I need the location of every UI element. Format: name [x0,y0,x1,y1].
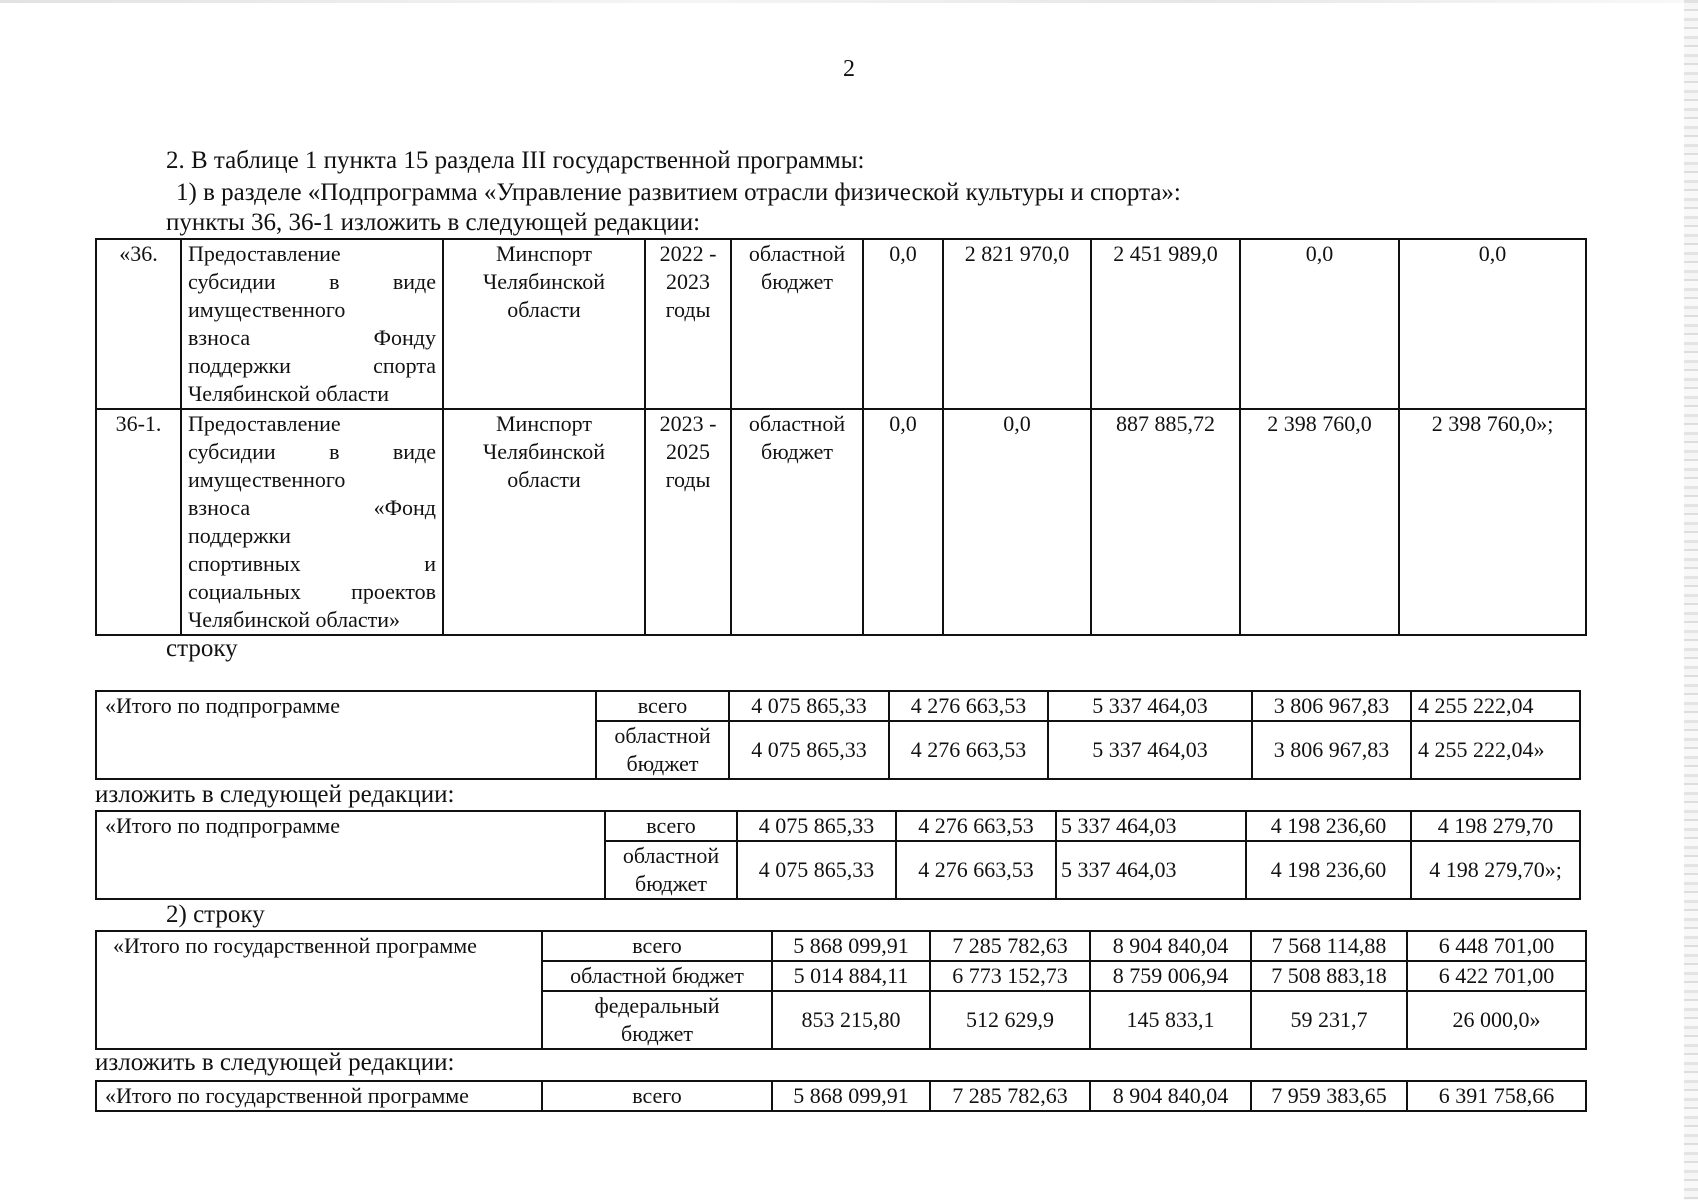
total-value: 4 075 865,33 [737,811,896,841]
row-value: 0,0 [863,239,943,409]
total-value: 7 568 114,88 [1251,931,1407,961]
total-title: «Итого по подпрограмме [96,691,596,779]
row-value: 2 398 760,0 [1240,409,1399,635]
total-label: всего [542,931,772,961]
total-value: 26 000,0» [1407,991,1586,1049]
table-row [96,409,1586,635]
total-value: 6 448 701,00 [1407,931,1586,961]
total-value: 8 904 840,04 [1090,1081,1251,1111]
table-row [96,811,1580,841]
total-value: 6 773 152,73 [930,961,1090,991]
row-executor: Минспорт Челябинской области [443,409,645,635]
table-row [96,691,1580,721]
total-label: федеральный бюджет [542,991,772,1049]
row-executor: Минспорт Челябинской области [443,239,645,409]
page-number: 2 [843,56,855,82]
total-value: 7 285 782,63 [930,931,1090,961]
total-value: 3 806 967,83 [1252,691,1411,721]
points-table [95,238,1587,636]
total-value: 145 833,1 [1090,991,1251,1049]
program-total-old-table [95,930,1587,1050]
label-izlozhit-1: изложить в следующей редакции: [95,781,455,808]
row-value: 0,0 [1399,239,1586,409]
row-description: Предоставление субсидии в виде имущественного взноса «Фонд поддержки спортивных и социальных проектов Челябинской области» [181,409,443,635]
row-value: 0,0 [1240,239,1399,409]
total-value: 59 231,7 [1251,991,1407,1049]
total-label: областной бюджет [596,721,729,779]
total-value: 4 075 865,33 [729,691,889,721]
total-value: 7 285 782,63 [930,1081,1090,1111]
row-number: «36. [96,239,181,409]
row-value: 887 885,72 [1091,409,1240,635]
intro-line-2: 1) в разделе «Подпрограмма «Управление развитием отрасли физической культуры и спорта»: [176,179,1181,206]
subprogram-total-new-table [95,810,1581,900]
total-value: 5 337 464,03 [1056,811,1246,841]
row-value: 2 451 989,0 [1091,239,1240,409]
total-value: 4 276 663,53 [889,691,1048,721]
total-value: 5 337 464,03 [1056,841,1246,899]
total-label: всего [542,1081,772,1111]
total-title: «Итого по государственной программе [96,1081,542,1111]
total-label: областной бюджет [542,961,772,991]
total-value: 5 868 099,91 [772,931,930,961]
total-value: 5 337 464,03 [1048,721,1252,779]
total-label: всего [596,691,729,721]
total-value: 4 198 279,70»; [1411,841,1580,899]
row-value: 0,0 [863,409,943,635]
total-value: 853 215,80 [772,991,930,1049]
total-value: 3 806 967,83 [1252,721,1411,779]
total-value: 4 255 222,04 [1411,691,1580,721]
intro-line-3: пункты 36, 36-1 изложить в следующей редакции: [166,209,701,236]
total-value: 4 198 236,60 [1246,811,1411,841]
table-row [96,931,1586,961]
subprogram-total-old-table [95,690,1581,780]
total-value: 6 422 701,00 [1407,961,1586,991]
total-value: 6 391 758,66 [1407,1081,1586,1111]
total-value: 4 255 222,04» [1411,721,1580,779]
row-source: областной бюджет [731,239,863,409]
row-years: 2022 - 2023 годы [645,239,731,409]
total-value: 4 198 236,60 [1246,841,1411,899]
total-value: 4 198 279,70 [1411,811,1580,841]
total-value: 512 629,9 [930,991,1090,1049]
total-title: «Итого по государственной программе [96,931,542,1049]
scan-edge-right [1684,0,1698,1200]
total-value: 4 276 663,53 [896,811,1056,841]
total-value: 4 276 663,53 [896,841,1056,899]
program-total-new-table [95,1080,1587,1112]
total-value: 4 276 663,53 [889,721,1048,779]
total-title: «Итого по подпрограмме [96,811,605,899]
row-years: 2023 - 2025 годы [645,409,731,635]
row-value: 2 821 970,0 [943,239,1091,409]
total-value: 8 904 840,04 [1090,931,1251,961]
row-source: областной бюджет [731,409,863,635]
total-label: областной бюджет [605,841,737,899]
row-description: Предоставление субсидии в виде имущественного взноса Фонду поддержки спорта Челябинской области [181,239,443,409]
total-value: 5 014 884,11 [772,961,930,991]
label-izlozhit-2: изложить в следующей редакции: [95,1049,455,1076]
row-value: 0,0 [943,409,1091,635]
total-value: 7 959 383,65 [1251,1081,1407,1111]
table-row [96,239,1586,409]
row-number: 36-1. [96,409,181,635]
total-value: 5 337 464,03 [1048,691,1252,721]
total-label: всего [605,811,737,841]
label-stroku: строку [166,635,238,662]
total-value: 5 868 099,91 [772,1081,930,1111]
table-row [96,1081,1586,1111]
total-value: 8 759 006,94 [1090,961,1251,991]
intro-line-1: 2. В таблице 1 пункта 15 раздела III государственной программы: [166,147,865,174]
total-value: 7 508 883,18 [1251,961,1407,991]
total-value: 4 075 865,33 [737,841,896,899]
label-item-2: 2) строку [166,901,265,928]
row-value: 2 398 760,0»; [1399,409,1586,635]
scan-edge-top [0,0,1698,3]
total-value: 4 075 865,33 [729,721,889,779]
